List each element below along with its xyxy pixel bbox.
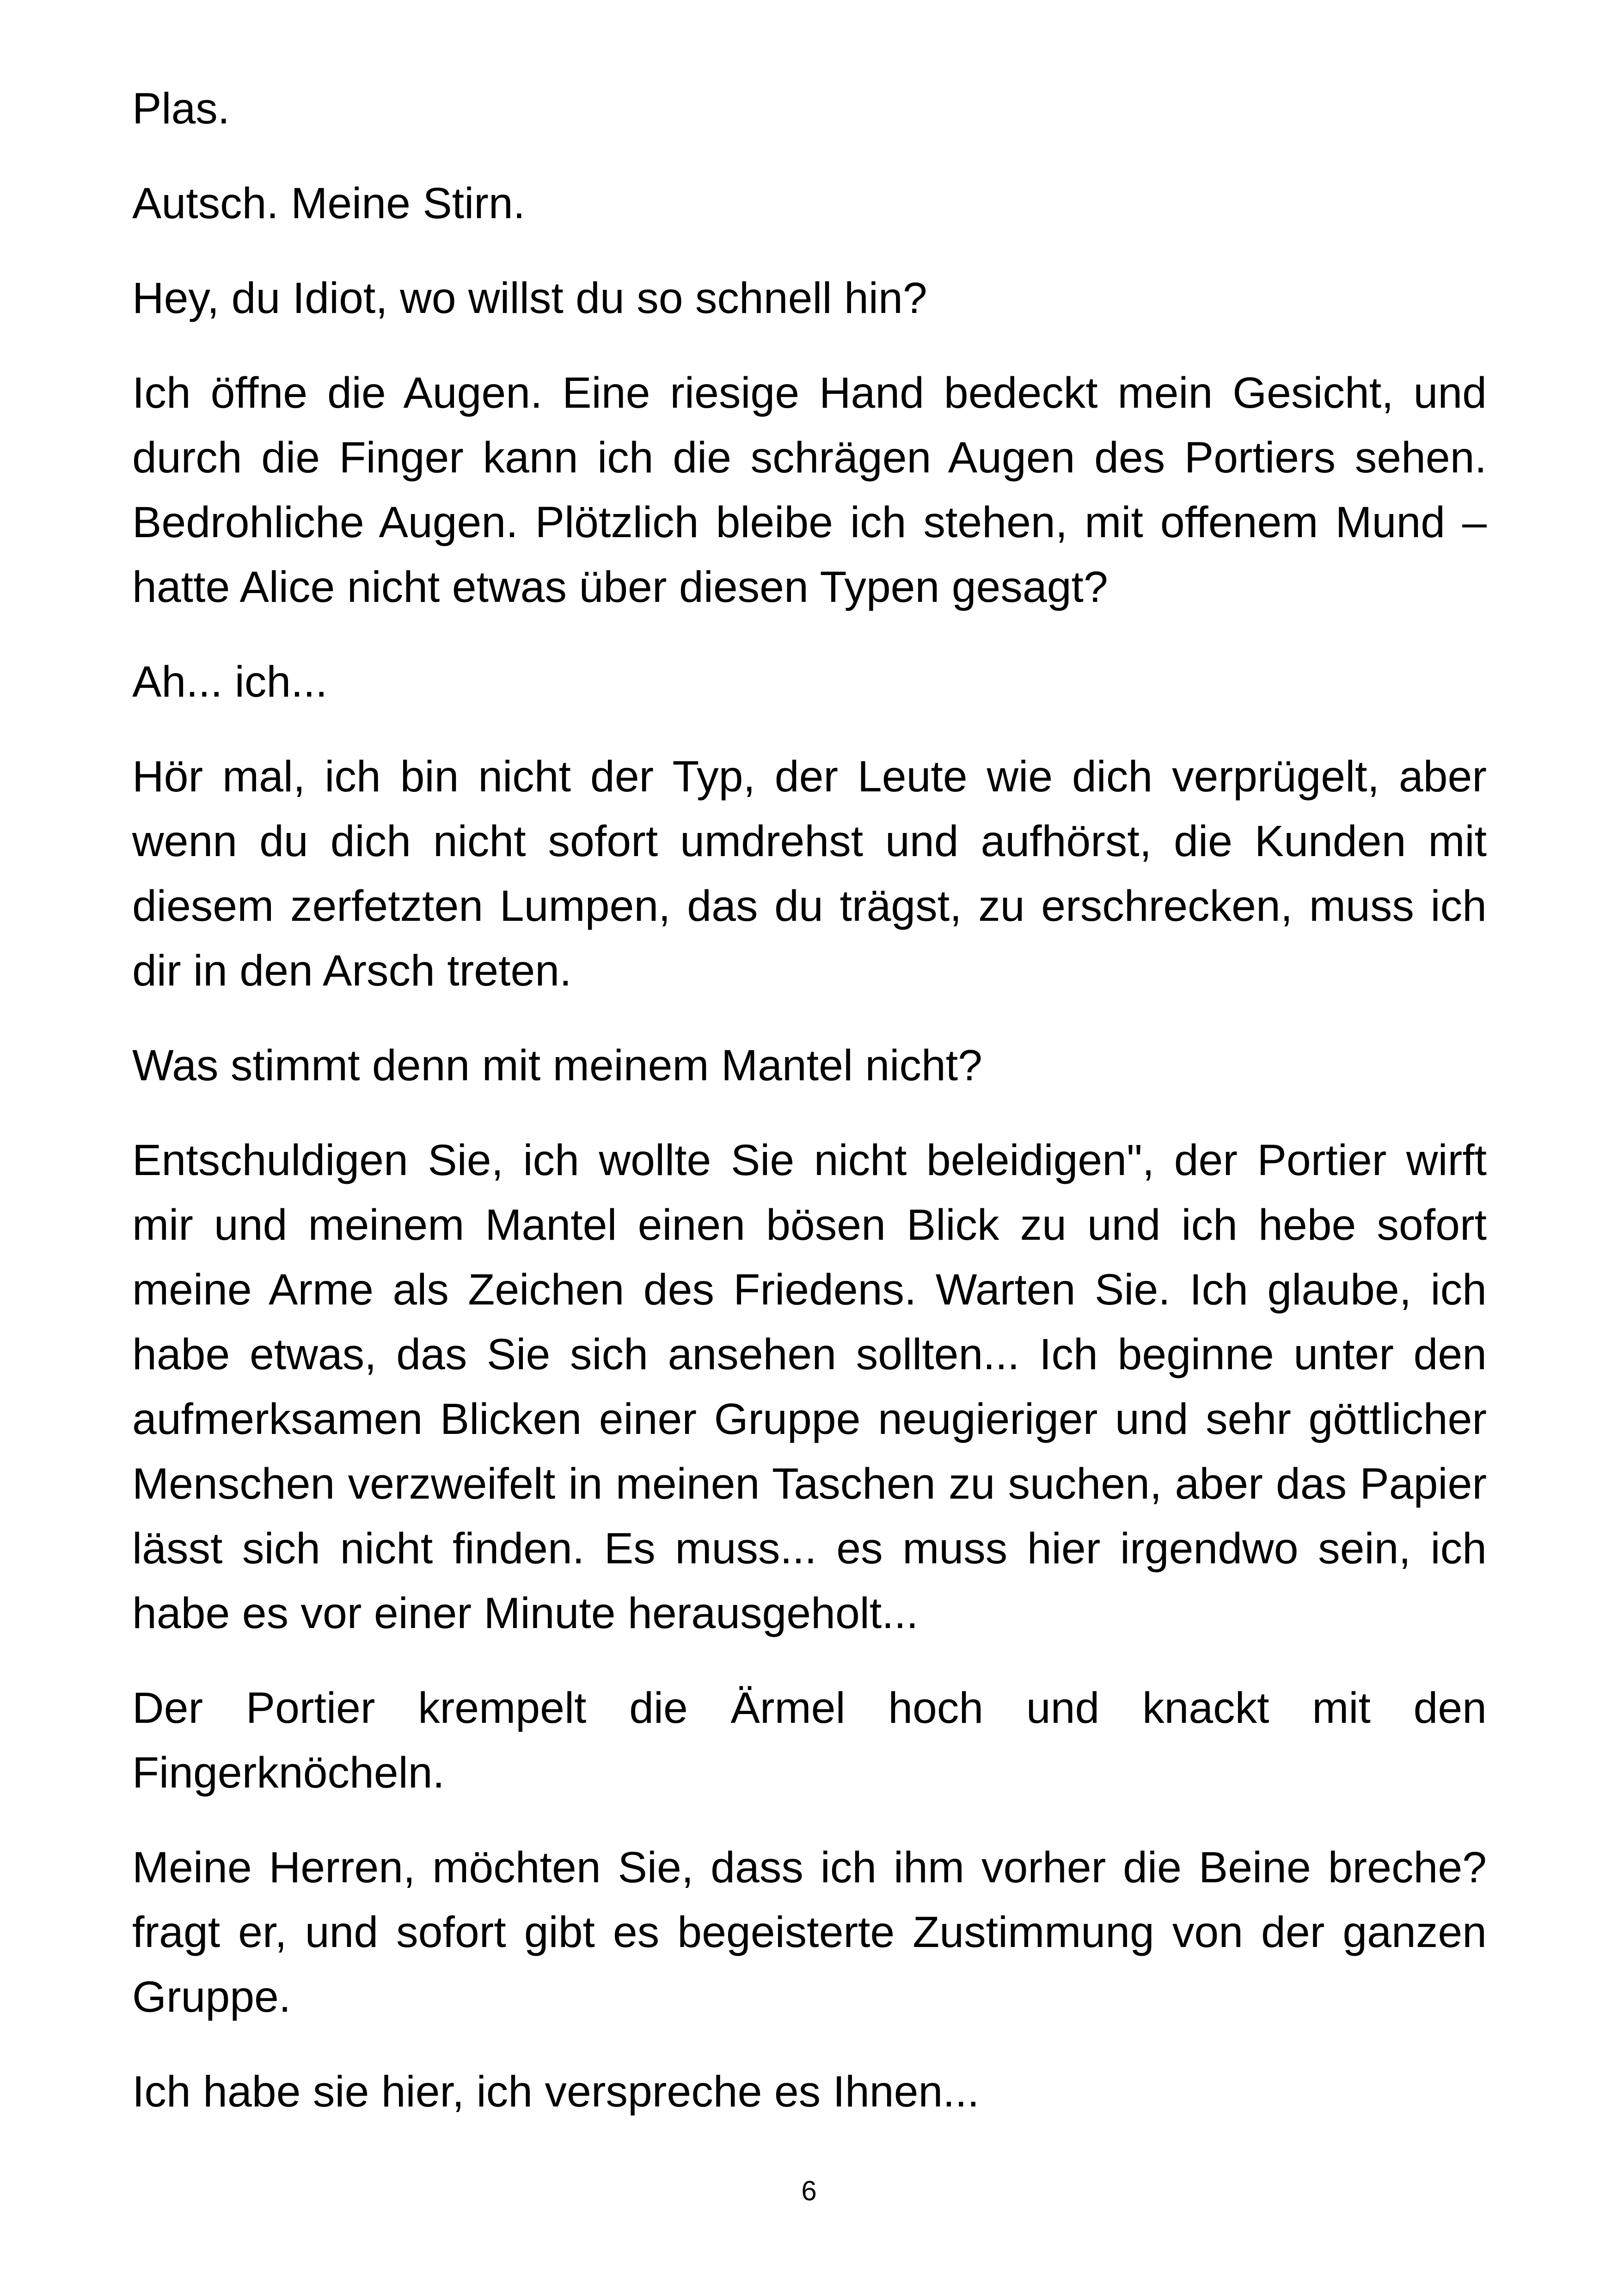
paragraph-1: Plas. [132,84,230,133]
paragraph-4: Ich öffne die Augen. Eine riesige Hand bedeckt mein Gesicht, und durch die Finger kann ich die schrägen Augen des Portiers sehen. Bedrohliche Augen. Plötzlich bleibe ich stehen, mit offenem Mund – hatte Alice nicht etwas über diesen Typen gesagt? [132,368,1487,612]
paragraph-7: Was stimmt denn mit meinem Mantel nicht? [132,1041,983,1090]
paragraph-6: Hör mal, ich bin nicht der Typ, der Leute wie dich verprügelt, aber wenn du dich nicht sofort umdrehst und aufhörst, die Kunden mit diesem zerfetzten Lumpen, das du trägst, zu erschrecken, muss ich dir in den Arsch treten. [132,752,1487,995]
body-text [132,76,1487,2154]
paragraph-10: Meine Herren, möchten Sie, dass ich ihm vorher die Beine breche? fragt er, und sofort gibt es begeisterte Zustimmung von der ganzen Gruppe. [132,1843,1487,2021]
paragraph-11: Ich habe sie hier, ich verspreche es Ihnen... [132,2067,980,2116]
paragraph-2: Autsch. Meine Stirn. [132,179,526,228]
paragraph-8: Entschuldigen Sie, ich wollte Sie nicht beleidigen", der Portier wirft mir und meinem Mantel einen bösen Blick zu und ich hebe sofort meine Arme als Zeichen des Friedens. Warten Sie. Ich glaube, ich habe etwas, das Sie sich ansehen sollten... Ich beginne unter den aufmerksamen Blicken einer Gruppe neugieriger und sehr göttlicher Menschen verzweifelt in meinen Taschen zu suchen, aber das Papier lässt sich nicht finden. Es muss... es muss hier irgendwo sein, ich habe es vor einer Minute herausgeholt... [132,1136,1487,1638]
paragraph-5: Ah... ich... [132,657,328,706]
page-number: 6 [801,2175,817,2206]
paragraph-3: Hey, du Idiot, wo willst du so schnell hin? [132,274,927,323]
paragraph-9: Der Portier krempelt die Ärmel hoch und knackt mit den Fingerknöcheln. [132,1684,1487,1797]
